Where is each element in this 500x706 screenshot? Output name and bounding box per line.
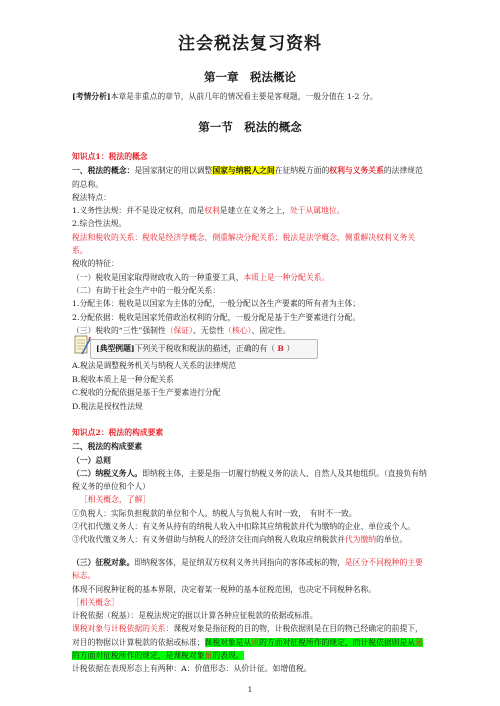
option-a: A.税法是调整税务机关与纳税人关系的法律规范 bbox=[72, 361, 237, 370]
base-relation-quality: 质 bbox=[251, 637, 260, 647]
definition-text: 在征纳税方面的 bbox=[274, 166, 330, 176]
tax-law-definition bbox=[72, 164, 430, 191]
exam-analysis-text: 本章是非重点的章节，从前几年的情况看主要是客观题，一般分值在 1-2 分。 bbox=[110, 92, 378, 101]
base-relation-text: ：课税对象是指征税的目的物，计税依据则是在目的物已经确定的前提下，对目的物据以计算税款的依据或标准； bbox=[72, 624, 423, 647]
exam-analysis bbox=[72, 90, 430, 103]
related-concepts-label-2: ［相关概念］ bbox=[72, 597, 119, 607]
example-answer: B bbox=[277, 344, 284, 353]
example-question-close: ） bbox=[284, 344, 295, 353]
feature-obligation bbox=[72, 204, 430, 217]
knowledge-point-1 bbox=[72, 150, 430, 337]
base-relation-label: 课税对象与计税依据的关系 bbox=[72, 624, 166, 634]
knowledge-point-heading: 知识点1：税法的概念 bbox=[72, 152, 148, 161]
related-concept-2: ②代扣代缴义务人：有义务从持有的纳税人收入中扣除其应纳税款并代为缴纳的企业、单位或个人。 bbox=[72, 522, 416, 532]
tax-features-label: 税收的特征： bbox=[72, 259, 119, 269]
feature-emphasis: 权利 bbox=[204, 206, 220, 216]
definition-label: 一、税法的概念： bbox=[72, 166, 135, 176]
base-relation-quantity: 量 bbox=[204, 651, 213, 661]
property-text: 、固定性。 bbox=[251, 325, 291, 335]
definition-highlight: 国家与纳税人之间 bbox=[212, 166, 275, 176]
section-title: 第一节 税法的概念 bbox=[198, 120, 302, 134]
concept-text: 的单位。 bbox=[376, 535, 408, 545]
taxpayer-label: （二）纳税义务人。 bbox=[72, 468, 143, 478]
feature-text: 1.义务性法规：并不是设定权利，而是 bbox=[72, 206, 205, 216]
tax-object-text: 即纳税客体，是征纳双方权利义务共同指向的客体或标的物， bbox=[134, 558, 345, 567]
tax-object-block bbox=[72, 556, 430, 676]
tax-base-forms: 计税依据在表现形态上有两种：A：价值形态：从价计征。如增值税。 bbox=[72, 664, 312, 674]
property-note: （保证） bbox=[165, 325, 194, 335]
option-c: C.税收的分配依据是基于生产要素进行分配 bbox=[72, 388, 221, 397]
concept-text: ③代收代缴义务人：有义务借助与纳税人的经济交往而向纳税人收取应纳税款并 bbox=[72, 535, 345, 545]
knowledge-point-heading: 知识点2：税法的构成要素 bbox=[72, 428, 164, 437]
example-label: [典型例题] bbox=[96, 344, 135, 353]
distribution-basis: 2.分配依据：税收是国家凭借政治权利的分配，一般分配是基于生产要素进行分配。 bbox=[72, 312, 361, 322]
option-d: D.税法是授权性法规 bbox=[72, 401, 143, 411]
base-relation bbox=[72, 622, 430, 662]
elements-heading: 二、税法的构成要素 bbox=[72, 442, 143, 452]
related-concept-1: ①负税人：实际负担税款的单位和个人。纳税人与负税人有时一致， 有时不一致。 bbox=[72, 508, 357, 518]
base-relation-highlight: 的表现。 bbox=[212, 651, 244, 661]
law-tax-relation: 税法和税收的关系：税收是经济学概念，侧重解决分配关系；税法是法学概念，侧重解决权利义务关系。 bbox=[72, 232, 416, 256]
tax-feature-emphasis: 本质上是一种分配关系。 bbox=[243, 272, 330, 282]
tax-object-label: （三）征税对象。 bbox=[72, 558, 135, 567]
distribution-subject: 1.分配主体：税收是以国家为主体的分配，一般分配以各生产要素的所有者为主体； bbox=[72, 299, 361, 309]
base-relation-highlight: 的方面对征税所作的规定，是课税对象 bbox=[72, 651, 205, 661]
three-properties bbox=[72, 324, 430, 337]
exam-analysis-label: [考情分析] bbox=[72, 92, 111, 101]
property-text: （三）税收的“三性”强制性 bbox=[72, 325, 166, 335]
tax-feature-2: （二）有助于社会生产中的一般分配关系： bbox=[72, 285, 221, 295]
tax-object-note: 体现不同税种征税的基本界限，决定着某一税种的基本征税范围，也决定不同税种名称。 bbox=[72, 584, 377, 594]
chapter-title: 第一章 税法概论 bbox=[204, 70, 296, 84]
tax-object-emphasis: 是区分不同税种的主要标志。 bbox=[72, 558, 423, 581]
document-title: 注会税法复习资料 bbox=[178, 34, 322, 54]
general-provisions: （一）总则 bbox=[72, 455, 111, 465]
knowledge-point-2 bbox=[72, 426, 430, 547]
tax-object bbox=[72, 556, 430, 583]
example-question: 下列关于税收和税法的描述，正确的有（ bbox=[134, 344, 278, 353]
base-relation-quantity: 量 bbox=[415, 637, 423, 647]
tax-feature-1 bbox=[72, 271, 430, 284]
features-label: 税法特点： bbox=[72, 192, 111, 202]
definition-emphasis: 权利与义务关系 bbox=[329, 166, 384, 176]
property-note: （核心） bbox=[224, 325, 252, 335]
related-concept-3 bbox=[72, 533, 430, 546]
related-concepts-label: ［相关概念，了解］ bbox=[80, 495, 151, 505]
concept-emphasis: 代为缴纳 bbox=[344, 535, 377, 545]
feature-comprehensive: 2.综合性法规。 bbox=[72, 219, 127, 229]
notebook-icon bbox=[73, 333, 91, 357]
tax-base: 计税依据（税基）：是税法规定的据以计算各种应征税款的依据或标准。 bbox=[72, 611, 318, 621]
definition-text: 是国家制定的用以调整 bbox=[134, 166, 213, 176]
feature-emphasis: 处于从属地位。 bbox=[289, 206, 345, 216]
base-relation-highlight: 课税对象是从 bbox=[204, 637, 252, 647]
property-text: 、无偿性 bbox=[193, 325, 225, 335]
definition-text: 的法律规范的总称。 bbox=[72, 166, 423, 189]
feature-text: 是建立在义务之上， bbox=[219, 206, 290, 216]
option-b: B.税收本质上是一种分配关系 bbox=[72, 374, 174, 384]
tax-feature-text: （一）税收是国家取得财政收入的一种重要工具， bbox=[72, 272, 244, 282]
example-options bbox=[72, 359, 430, 413]
taxpayer-text: 即纳税主体，主要是指一切履行纳税义务的法人、自然人及其他组织。（直接负有纳税义务的单位和个人） bbox=[72, 468, 427, 492]
typical-example-box bbox=[90, 339, 318, 359]
taxpayer bbox=[72, 467, 430, 494]
base-relation-highlight: 的方面对征税所作的规定，而计税依据则是从 bbox=[259, 637, 416, 647]
page-number: 1 bbox=[247, 685, 253, 694]
